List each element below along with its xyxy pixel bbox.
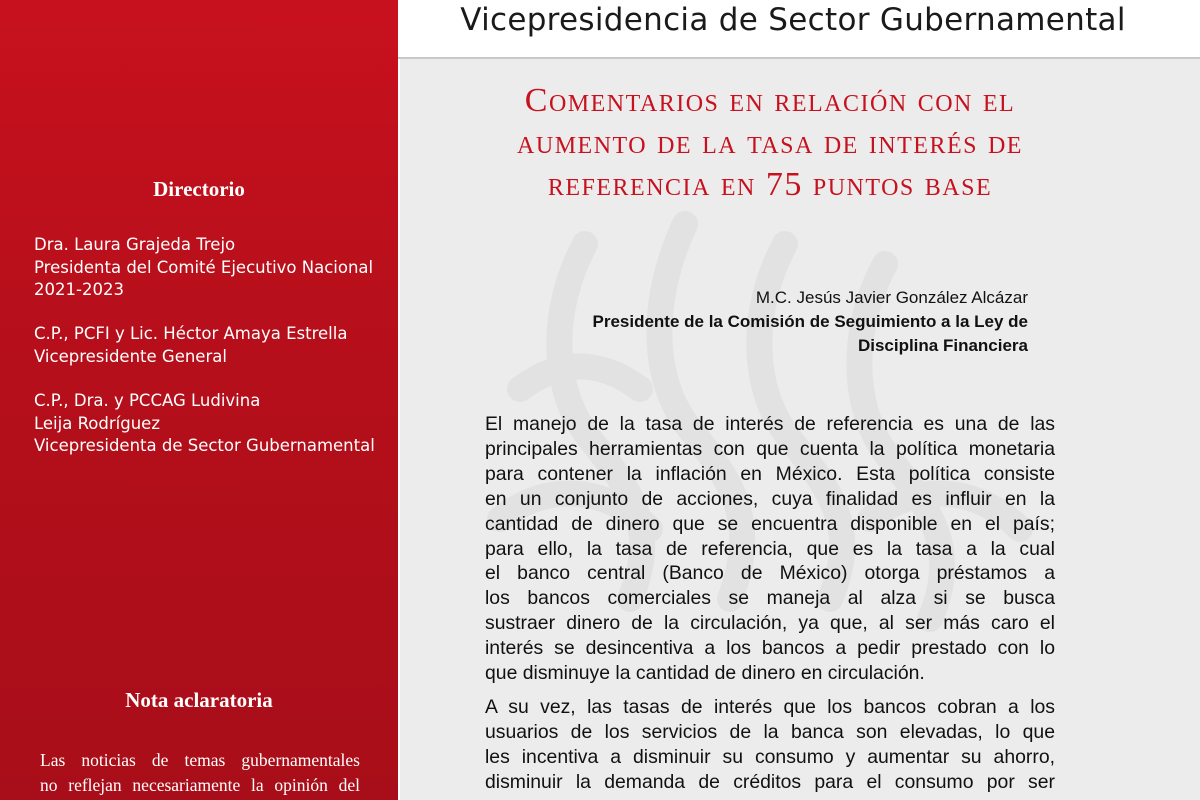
paragraph-line: usuarios de los servicios de la banca son elevadas, lo que xyxy=(485,720,1055,743)
nota-heading: Nota aclaratoria xyxy=(125,688,273,712)
directory-line: Leija Rodríguez xyxy=(34,413,160,433)
paragraph-line: los bancos comerciales se maneja al alza si se busca xyxy=(485,587,1055,610)
sidebar xyxy=(0,0,398,800)
directory-line: Presidenta del Comité Ejecutivo Nacional xyxy=(34,257,374,277)
directorio-heading: Directorio xyxy=(153,177,245,201)
paragraph-line: disminuir la demanda de créditos para el consumo por ser xyxy=(485,770,1055,793)
paragraph-1 xyxy=(485,412,1055,686)
paragraph-line: que disminuye la cantidad de dinero en circulación. xyxy=(485,662,925,685)
directory-line: C.P., PCFI y Lic. Héctor Amaya Estrella xyxy=(34,324,348,343)
article-title xyxy=(470,80,1070,206)
paragraph-line: para ello, la tasa de referencia, que es la tasa a la cual xyxy=(485,537,1055,560)
nota-text xyxy=(40,748,360,798)
paragraph-line: interés se desincentiva a los bancos a pedir prestado con lo xyxy=(485,637,1055,660)
article-title-line: Comentarios en relación con el xyxy=(524,82,1016,119)
header-band xyxy=(398,0,1200,59)
directory-entry-vp-gubernamental xyxy=(34,390,394,458)
paragraph-line: A su vez, las tasas de interés que los bancos cobran a los xyxy=(485,696,1055,718)
article-title-line: aumento de la tasa de interés de xyxy=(517,124,1023,161)
paragraph-line: sustraer dinero de la circulación, ya que, al ser más caro el xyxy=(485,612,1055,635)
author-role-line: Presidente de la Comisión de Seguimiento a la Ley de xyxy=(592,312,1028,331)
author-name: M.C. Jesús Javier González Alcázar xyxy=(755,288,1028,307)
paragraph-line: principales herramientas con que cuenta la política monetaria xyxy=(485,437,1055,460)
nota-line: no reflejan necesariamente la opinión del xyxy=(40,775,360,795)
paragraph-line: para contener la inflación en México. Esta política consiste xyxy=(485,462,1055,485)
header-title: Vicepresidencia de Sector Gubernamental xyxy=(460,2,1126,38)
directory-line: Vicepresidente General xyxy=(34,346,227,366)
directory-line: Vicepresidenta de Sector Gubernamental xyxy=(34,436,375,455)
directory-entry-vicepresident xyxy=(34,323,394,368)
paragraph-line: el banco central (Banco de México) otorga préstamos a xyxy=(485,562,1055,585)
paragraph-2 xyxy=(485,695,1055,795)
author-role-line: Disciplina Financiera xyxy=(857,336,1028,355)
paragraph-line: El manejo de la tasa de interés de referencia es una de las xyxy=(485,413,1055,435)
directory-entry-president xyxy=(34,234,394,302)
nota-line: Las noticias de temas gubernamentales xyxy=(40,750,360,770)
paragraph-line: les incentiva a disminuir su consumo y aumentar su ahorro, xyxy=(485,745,1055,768)
directory-line: C.P., Dra. y PCCAG Ludivina xyxy=(34,391,261,410)
author-block xyxy=(592,286,1028,358)
paragraph-line: en un conjunto de acciones, cuya finalidad es influir en la xyxy=(485,487,1055,510)
directory-line: 2021-2023 xyxy=(34,280,124,299)
directory-line: Dra. Laura Grajeda Trejo xyxy=(34,235,236,254)
article-title-line: referencia en 75 puntos base xyxy=(547,166,993,203)
paragraph-line: cantidad de dinero que se encuentra disponible en el país; xyxy=(485,512,1055,535)
